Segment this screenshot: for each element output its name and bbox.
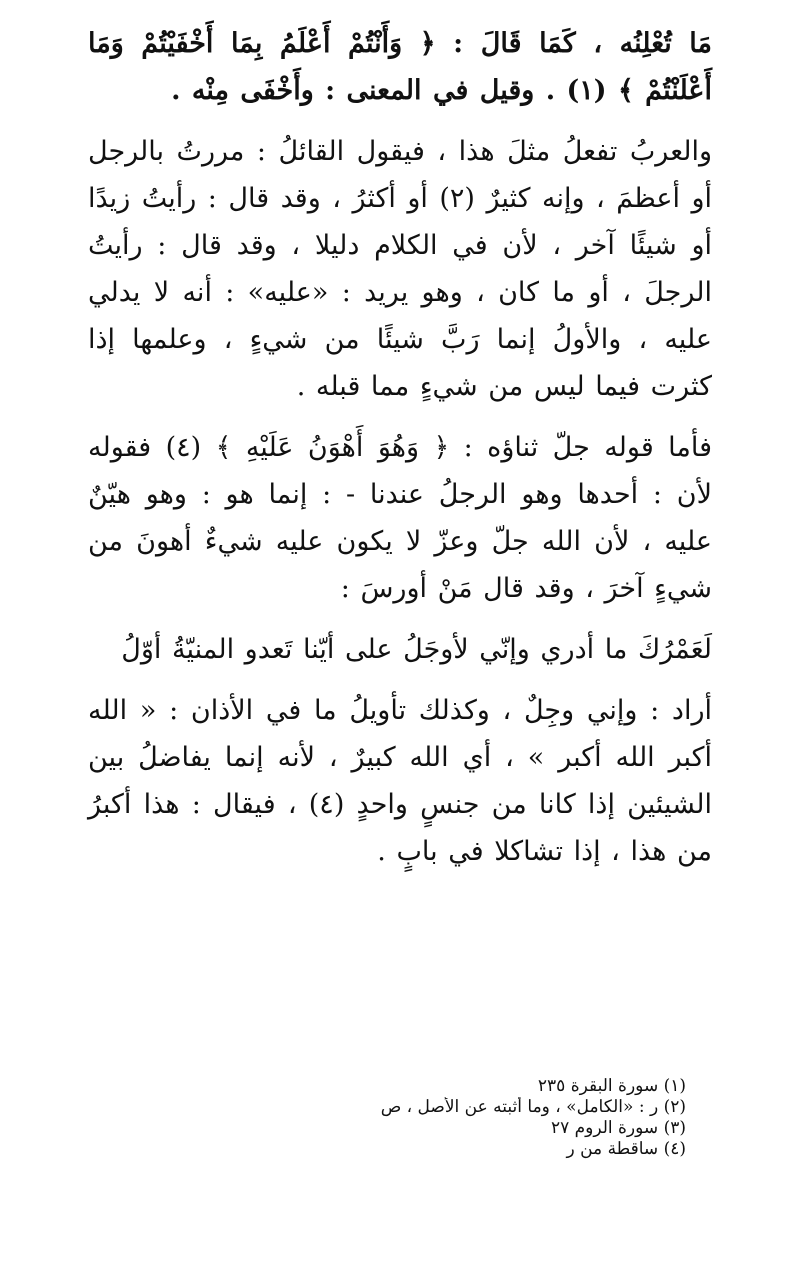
footnote: (٤) ساقطة من ر (566, 1139, 686, 1159)
footnote: (١) سورة البقرة ٢٣٥ (537, 1076, 686, 1096)
footnote: (٣) سورة الروم ٢٧ (550, 1118, 686, 1138)
footnote: (٢) ر : «الكامل» ، وما أثبته عن الأصل ، ص (380, 1097, 686, 1117)
main-text (88, 20, 712, 875)
poem-verse: لَعَمْرُكَ ما أدري وإنّي لأوجَلُ على أيّنا تَعدو المنيّةُ أوّلُ (121, 634, 712, 665)
paragraph: أراد : وإني وجِلٌ ، وكذلك تأويلُ ما في الأذان : « الله أكبر الله أكبر » ، أي الله كبيرٌ ، لأنه إنما يفاضلُ بين الشيئين إذا كانا من جنسٍ واحدٍ (٤) ، فيقال : هذا أكبرُ من هذا ، إذا تشاكلا في بابٍ . (88, 695, 712, 867)
paragraph: فأما قوله جلّ ثناؤه : ﴿ وَهُوَ أَهْوَنُ عَلَيْهِ ﴾ (٤) فقوله لأن : أحدها وهو الرجلُ عندنا - : إنما هو : وهو هيّنٌ عليه ، لأن الله جلّ وعزّ لا يكون عليه شيءٌ أهونَ من شيءٍ آخرَ ، وقد قال مَنْ أورسَ : (88, 432, 712, 604)
footnotes (88, 1076, 686, 1160)
paragraph: مَا تُعْلِنُه ، كَمَا قَالَ : ﴿ وَأَنْتُمْ أَعْلَمُ بِمَا أَخْفَيْتُمْ وَمَا أَعْلَنْتُمْ ﴾ (١) . وقيل في المعنى : وأَخْفَى مِنْه . (88, 28, 712, 106)
paragraph: والعربُ تفعلُ مثلَ هذا ، فيقول القائلُ : مررتُ بالرجل أو أعظمَ ، وإنه كثيرٌ (٢) أو أكثرُ ، وقد قال : رأيتُ زيدًا أو شيئًا آخر ، لأن في الكلام دليلا ، وقد قال : رأيتُ الرجلَ ، أو ما كان ، وهو يريد : «عليه» : أنه لا يدلي عليه ، والأولُ إنما رَبَّ شيئًا من شيءٍ ، وعلمها إذا كثرت فيما ليس من شيءٍ مما قبله . (88, 136, 712, 402)
